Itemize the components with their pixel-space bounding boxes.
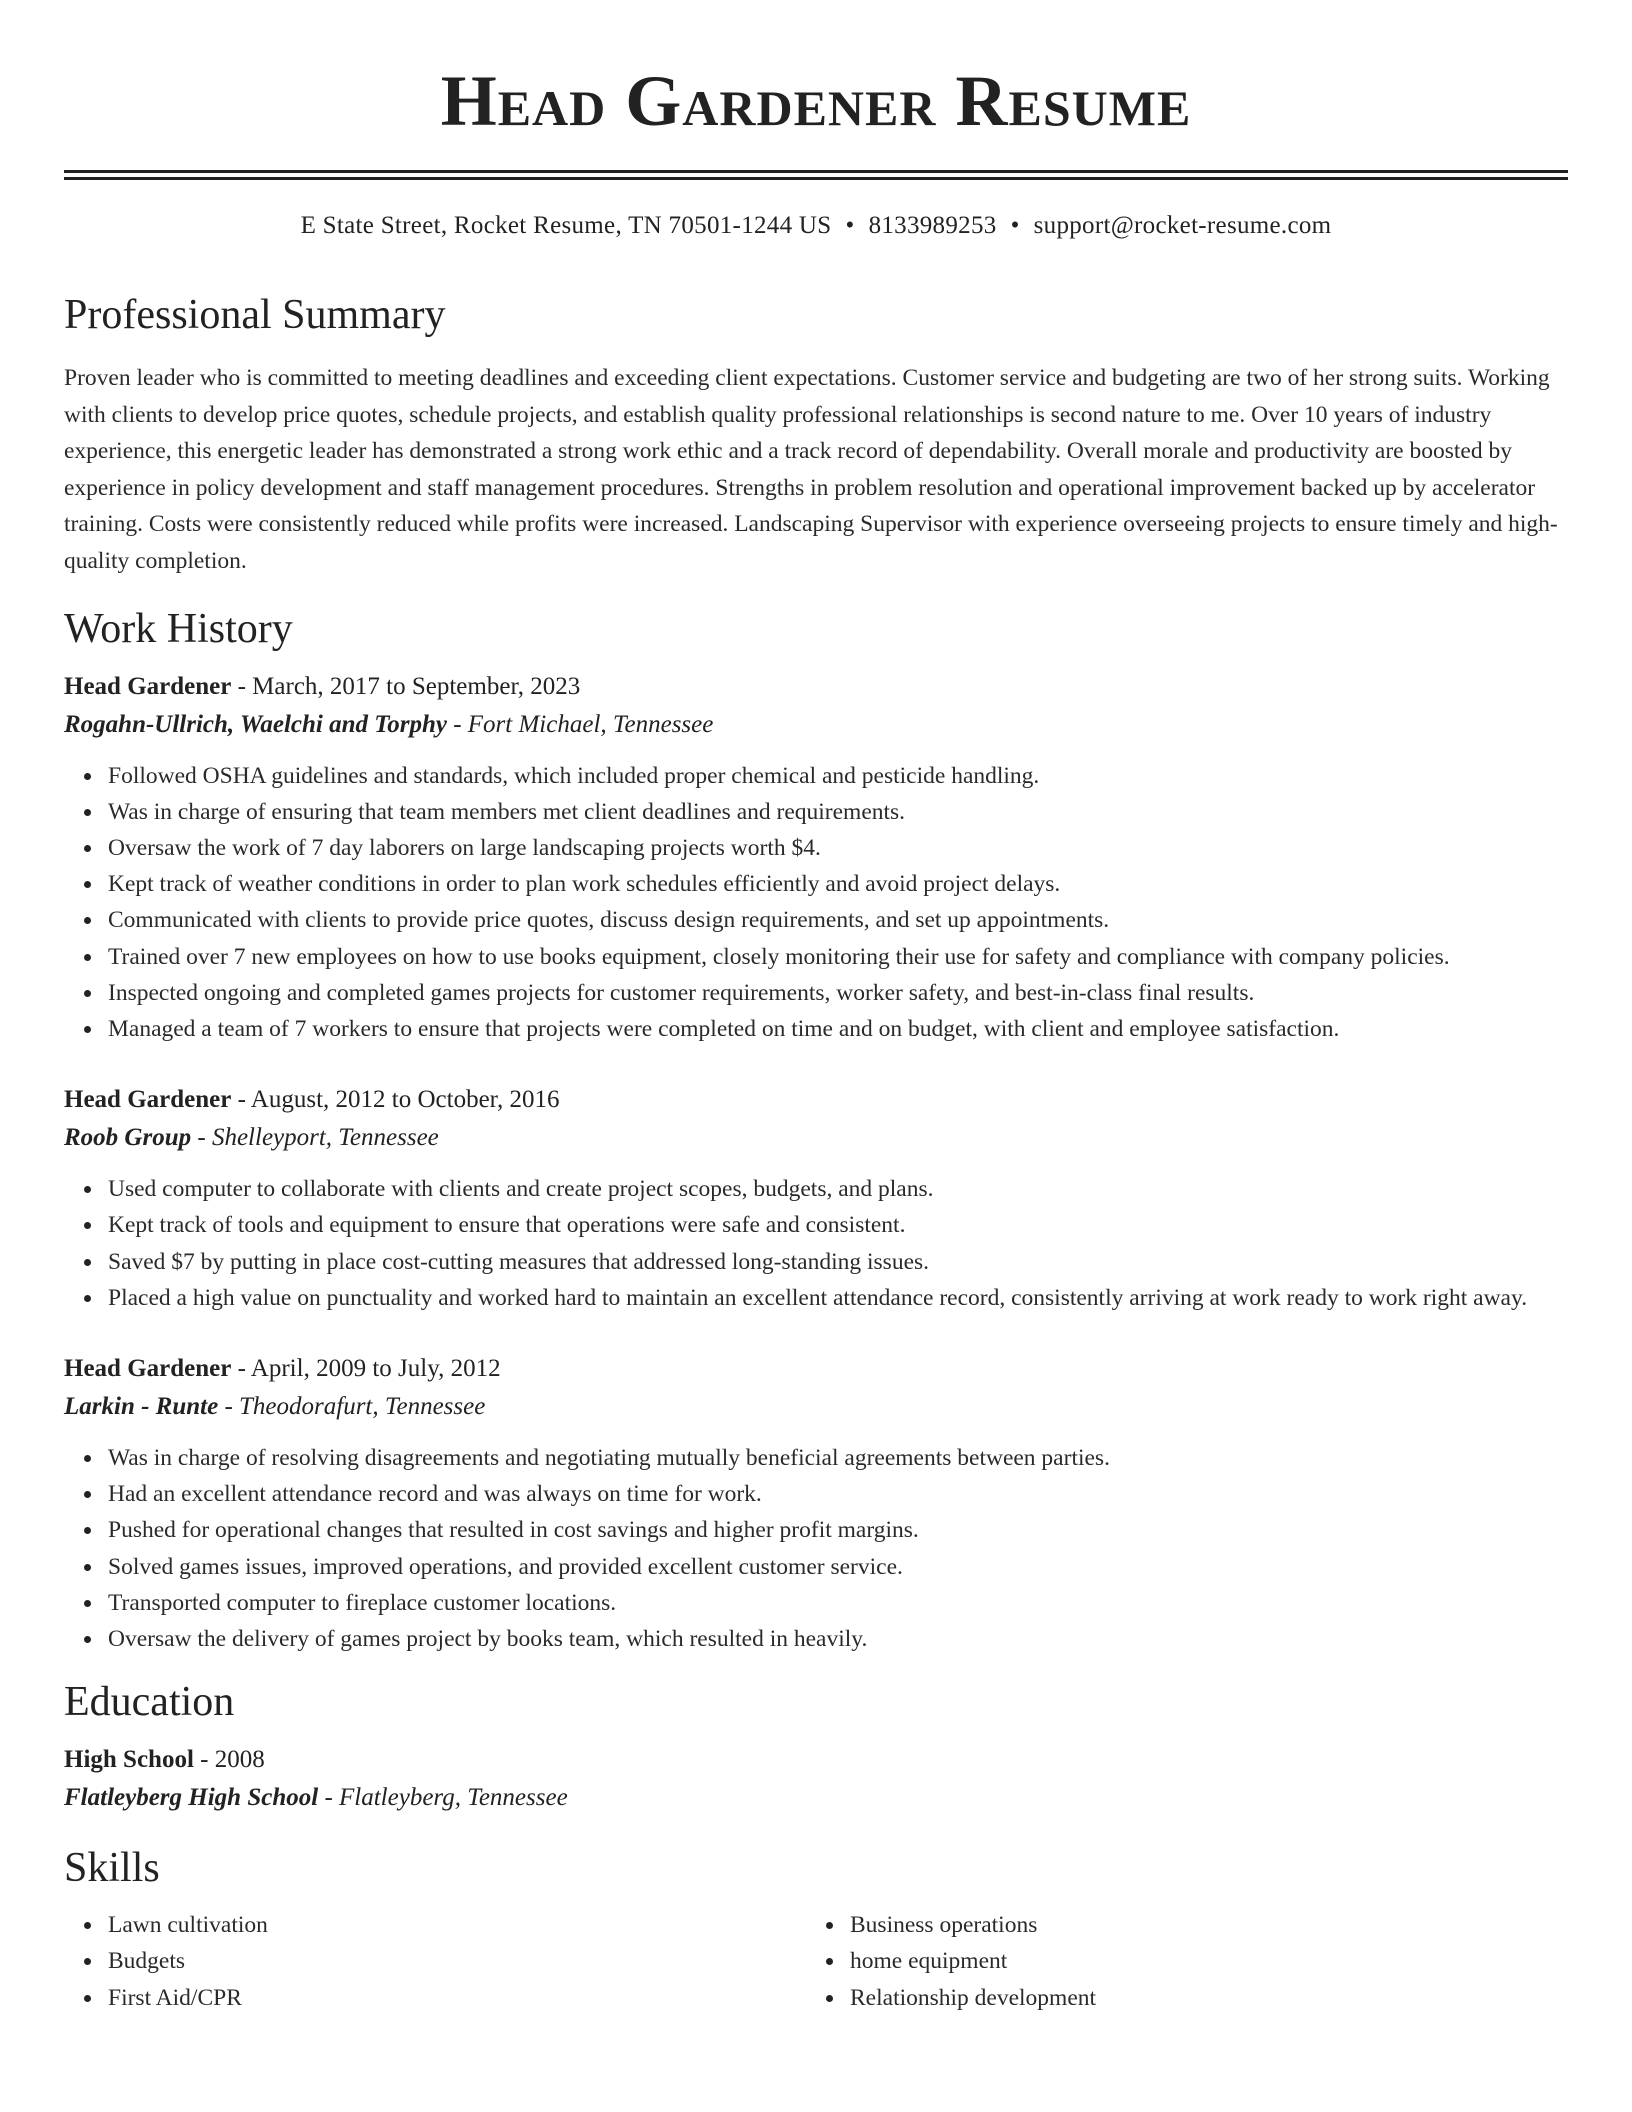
job-dates: April, 2009 to July, 2012 [250,1355,501,1382]
job-company-line: Rogahn-Ullrich, Waelchi and Torphy - Fort Michael, Tennessee [64,710,714,738]
job-location: Shelleyport, Tennessee [211,1124,439,1152]
list-item: Saved $7 by putting in place cost-cutting measures that addressed long-standing issues. [108,1244,1568,1280]
job-dates: August, 2012 to October, 2016 [250,1086,560,1114]
section-heading-work: Work History [64,605,293,652]
list-item: Was in charge of ensuring that team members met client deadlines and requirements. [108,794,1568,830]
list-item: Used computer to collaborate with clients and create project scopes, budgets, and plans. [108,1171,1568,1207]
job-title-line: Head Gardener - March, 2017 to September, 2023 [64,672,581,700]
contact-separator: • [1010,212,1020,239]
skills-list [64,1907,806,2016]
resume-title: Head Gardener Resume [440,61,1192,141]
list-item: Solved games issues, improved operations, and provided excellent customer service. [108,1549,1568,1585]
job-title: Head Gardener [64,1355,232,1382]
job-title: Head Gardener [64,672,232,700]
education-school-line: Flatleyberg High School - Flatleyberg, Tennessee [64,1784,568,1812]
section-heading-summary: Professional Summary [64,292,446,338]
skills-section [64,1843,1568,2016]
professional-summary-section [64,290,1568,580]
title-double-rule [64,170,1568,180]
contact-email: support@rocket-resume.com [1033,212,1332,239]
list-item: Oversaw the work of 7 day laborers on large landscaping projects worth $4. [108,830,1568,866]
job-company-line: Roob Group - Shelleyport, Tennessee [64,1124,439,1152]
list-item: Communicated with clients to provide price quotes, discuss design requirements, and set up appointments. [108,902,1568,938]
list-item: Inspected ongoing and completed games projects for customer requirements, worker safety, and best-in-class final results. [108,975,1568,1011]
job-bullet-list [64,1171,1568,1316]
list-item: Trained over 7 new employees on how to use books equipment, closely monitoring their use for safety and compliance with company policies. [108,939,1568,975]
job-entry [64,1081,1568,1316]
list-item: Had an excellent attendance record and was always on time for work. [108,1476,1568,1512]
list-item: Kept track of tools and equipment to ensure that operations were safe and consistent. [108,1207,1568,1243]
contact-phone: 8133989253 [868,212,997,239]
contact-address: E State Street, Rocket Resume, TN 70501-1244 US [300,212,832,239]
list-item: Business operations [850,1907,1548,1943]
list-item: First Aid/CPR [108,1980,806,2016]
contact-line [64,210,1568,242]
education-section [64,1677,1568,1817]
list-item: Oversaw the delivery of games project by books team, which resulted in heavily. [108,1621,1568,1657]
job-bullet-list [64,1440,1568,1657]
skills-column-right [806,1907,1548,2016]
skills-list [806,1907,1548,2016]
summary-text: Proven leader who is committed to meeting deadlines and exceeding client expectations. Customer service and budgeting are two of her strong suits. Working with clients to develop price quotes, schedule projects, and establish quality professional relationships is second nature to me. Over 10 years of industry experience, this energetic leader has demonstrated a strong work ethic and a track record of dependability. Overall morale and productivity are boosted by experience in policy development and staff management procedures. Strengths in problem resolution and operational improvement backed up by accelerator training. Costs were consistently reduced while profits were increased. Landscaping Supervisor with experience overseeing projects to ensure timely and high-quality completion. [64,365,1558,574]
job-dates: March, 2017 to September, 2023 [252,672,581,700]
list-item: Kept track of weather conditions in order to plan work schedules efficiently and avoid project delays. [108,866,1568,902]
job-location: Fort Michael, Tennessee [467,710,714,738]
education-entry [64,1741,1568,1817]
list-item: Relationship development [850,1980,1548,2016]
section-heading-education: Education [64,1679,235,1726]
job-title-line: Head Gardener - April, 2009 to July, 2012 [64,1355,501,1382]
list-item: home equipment [850,1943,1548,1979]
job-entry [64,668,1568,1048]
list-item: Was in charge of resolving disagreements and negotiating mutually beneficial agreements between parties. [108,1440,1568,1476]
education-school: Flatleyberg High School [64,1784,319,1812]
job-entry [64,1350,1568,1657]
job-bullet-list [64,758,1568,1048]
job-title: Head Gardener [64,1086,232,1114]
job-location: Theodorafurt, Tennessee [239,1393,486,1420]
section-heading-skills: Skills [64,1845,160,1892]
list-item: Budgets [108,1943,806,1979]
job-company: Rogahn-Ullrich, Waelchi and Torphy [64,710,447,738]
education-degree: High School [64,1746,194,1774]
list-item: Pushed for operational changes that resulted in cost savings and higher profit margins. [108,1512,1568,1548]
job-company: Larkin - Runte [64,1393,219,1420]
list-item: Placed a high value on punctuality and worked hard to maintain an excellent attendance record, consistently arriving at work ready to work right away. [108,1280,1568,1316]
list-item: Transported computer to fireplace customer locations. [108,1585,1568,1621]
list-item: Managed a team of 7 workers to ensure that projects were completed on time and on budget, with client and employee satisfaction. [108,1011,1568,1047]
education-degree-line: High School - 2008 [64,1746,265,1774]
list-item: Lawn cultivation [108,1907,806,1943]
skills-column-left [64,1907,806,2016]
job-title-line: Head Gardener - August, 2012 to October, 2016 [64,1086,560,1114]
work-history-section [64,604,1568,1658]
job-company: Roob Group [64,1124,192,1152]
list-item: Followed OSHA guidelines and standards, which included proper chemical and pesticide handling. [108,758,1568,794]
education-location: Flatleyberg, Tennessee [339,1784,568,1812]
skills-columns [64,1907,1568,2016]
job-company-line: Larkin - Runte - Theodorafurt, Tennessee [64,1393,486,1420]
education-year: 2008 [214,1746,265,1774]
contact-separator: • [845,212,855,239]
